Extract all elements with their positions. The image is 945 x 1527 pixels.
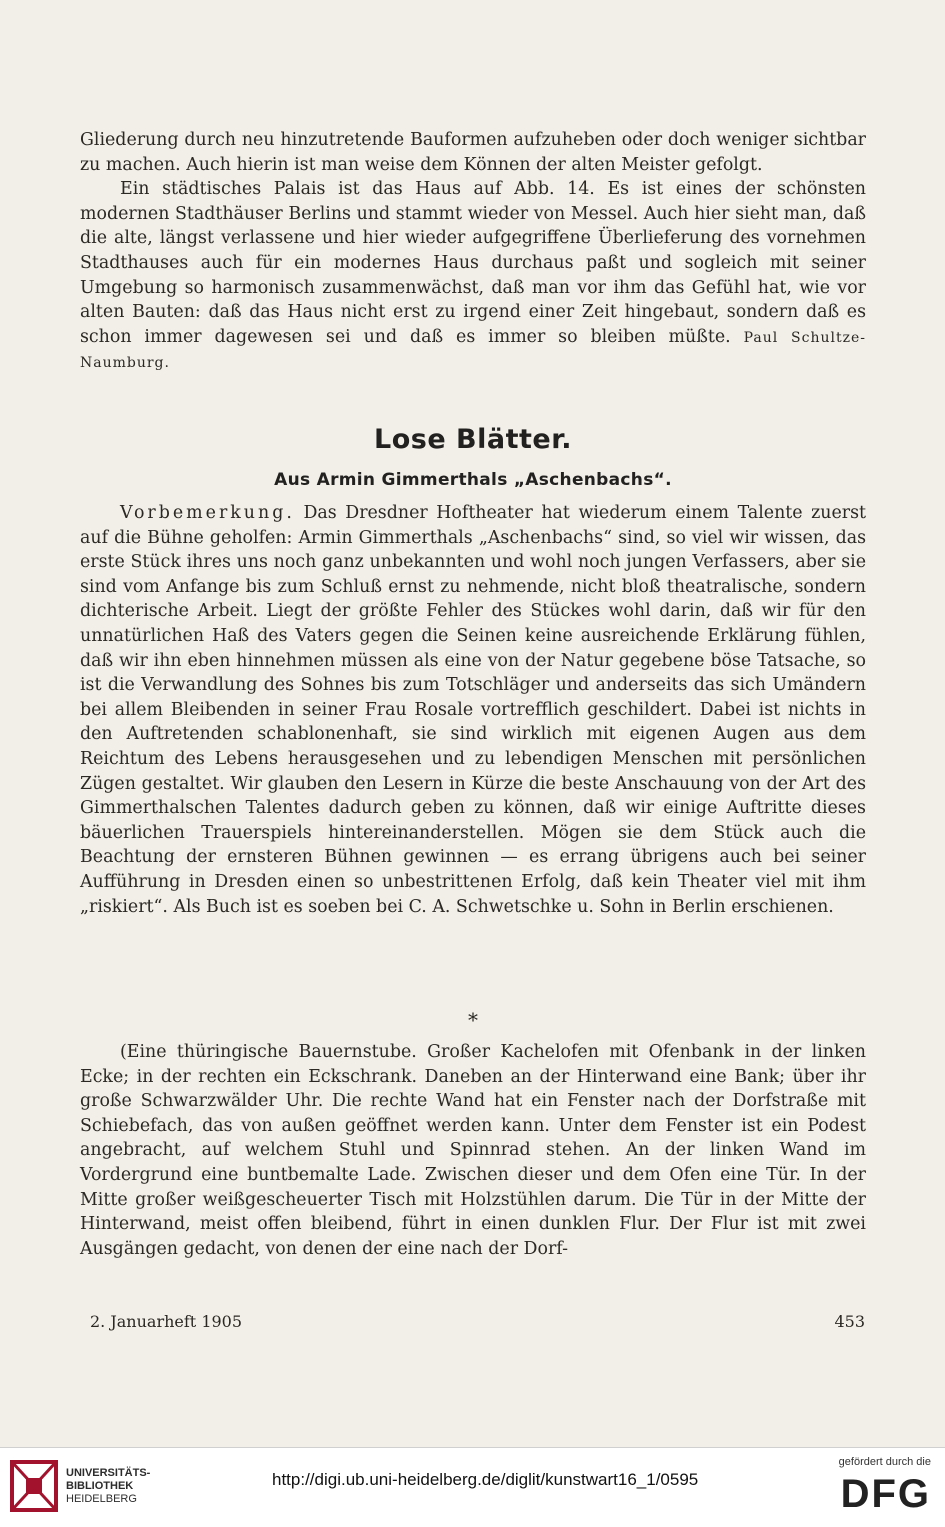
section-title: Lose Blätter. [374,424,572,455]
preface-paragraph [80,501,866,919]
library-logo[interactable] [10,1460,150,1512]
preface-label: Vorbemerkung. [120,503,295,523]
library-name-line-1: UNIVERSITÄTS- [66,1466,151,1479]
intro-paragraph-2-text: Ein städtisches Palais ist das Haus auf Abb. 14. Es ist eines der schönsten modernen Stadthäuser Berlins und stammt wieder von Messel. Auch hier sieht man, daß die alte, längst verlassene und hier wieder aufgegriffene Überlieferung des vornehmen Stadthauses auch für ein modernes Haus durchaus paßt und sogleich mit seiner Umgebung so harmonisch zusammenwächst, daß man vor ihm das Gefühl hat, wie vor alten Bauten: daß das Haus nicht erst zu irgend einer Zeit hingebaut, sondern daß es schon immer dagewesen sei und daß es immer so bleiben müßte. [80,179,866,347]
intro-text [80,128,866,376]
section-separator: * [468,1008,478,1032]
university-seal-icon [10,1460,58,1512]
preface-text [80,501,866,919]
dfg-logo[interactable]: DFG [840,1472,931,1516]
stage-direction-text [80,1040,866,1261]
preface-body: Das Dresdner Hoftheater hat wiederum einem Talente zuerst auf die Bühne geholfen: Armin Gimmerthals „Aschenbachs“ sind, so viel wir wissen, das erste Stück ihres uns noch ganz unbekannten und wohl noch jungen Verfassers, aber sie sind vom Anfange bis zum Schluß ernst zu nehmende, nicht bloß theatralische, sondern dichterische Arbeit. Liegt der größte Fehler des Stückes wohl darin, daß wir für den unnatürlichen Haß des Vaters gegen die Seinen keine ausreichende Erklärung fühlen, daß wir ihn eben hinnehmen müssen als eine von der Natur gegebene böse Tatsache, so ist die Verwandlung des Sohnes bis zum Totschläger und anderseits das sich Umändern bei allem Bleibenden in seiner Frau Rosale vortrefflich geschildert. Dabei ist nichts in den Auftretenden schablonenhaft, sie sind wirklich mit eigenen Augen aus dem Reichtum des Lebens herausgesehen und zu lebendigen Menschen mit persönlichen Zügen gestaltet. Wir glauben den Lesern in Kürze die beste Anschauung von der Art des Gimmerthalschen Talentes dadurch geben zu können, daß wir einige Auftritte dieses bäuerlichen Trauerspiels hintereinanderstellen. Mögen sie dem Stück auch die Beachtung der ernsteren Bühnen gewinnen — es errang übrigens auch bei seiner Aufführung in Dresden einen so unbestrittenen Erfolg, daß kein Theater viel mit ihm „riskiert“. Als Buch ist es soeben bei C. A. Schwetschke u. Sohn in Berlin erschienen. [80,503,867,917]
stage-direction: (Eine thüringische Bauernstube. Großer Kachelofen mit Ofenbank in der linken Ecke; in der rechten ein Eckschrank. Daneben an der Hinterwand eine Bank; über ihr große Schwarzwälder Uhr. Die rechte Wand hat ein Fenster nach der Dorfstraße mit Schiebefach, das von außen geöffnet werden kann. Unter dem Fenster ist ein Podest angebracht, auf welchem Stuhl und Spinnrad stehen. An der linken Wand im Vordergrund eine buntbemalte Lade. Zwischen dieser und dem Ofen eine Tür. In der Mitte großer weißgescheuerter Tisch mit Holzstühlen darum. Die Tür in der Mitte der Hinterwand, meist offen bleibend, führt in einen dunklen Flur. Der Flur ist mit zwei Ausgängen gedacht, von denen der eine nach der Dorf- [80,1042,866,1259]
section-subtitle: Aus Armin Gimmerthals „Aschenbachs“. [274,470,672,490]
library-name [66,1467,150,1506]
author-signature: Paul Schultze-Naumburg. [80,329,866,372]
intro-paragraph-2 [80,177,866,376]
library-name-line-2: BIBLIOTHEK [66,1479,134,1492]
funded-by-label: gefördert durch die [838,1456,931,1468]
funder-block [839,1456,931,1516]
permalink-url[interactable]: http://digi.ub.uni-heidelberg.de/diglit/kunstwart16_1/0595 [272,1470,699,1489]
footer-issue: 2. Januarheft 1905 [90,1312,243,1331]
footer-page-number: 453 [834,1312,865,1331]
viewer-bottom-bar [0,1447,945,1527]
library-name-line-3: HEIDELBERG [66,1492,137,1505]
intro-paragraph-1: Gliederung durch neu hinzutretende Bauformen aufzuheben oder doch weniger sichtbar zu machen. Auch hierin ist man weise dem Können der alten Meister gefolgt. [80,130,866,175]
